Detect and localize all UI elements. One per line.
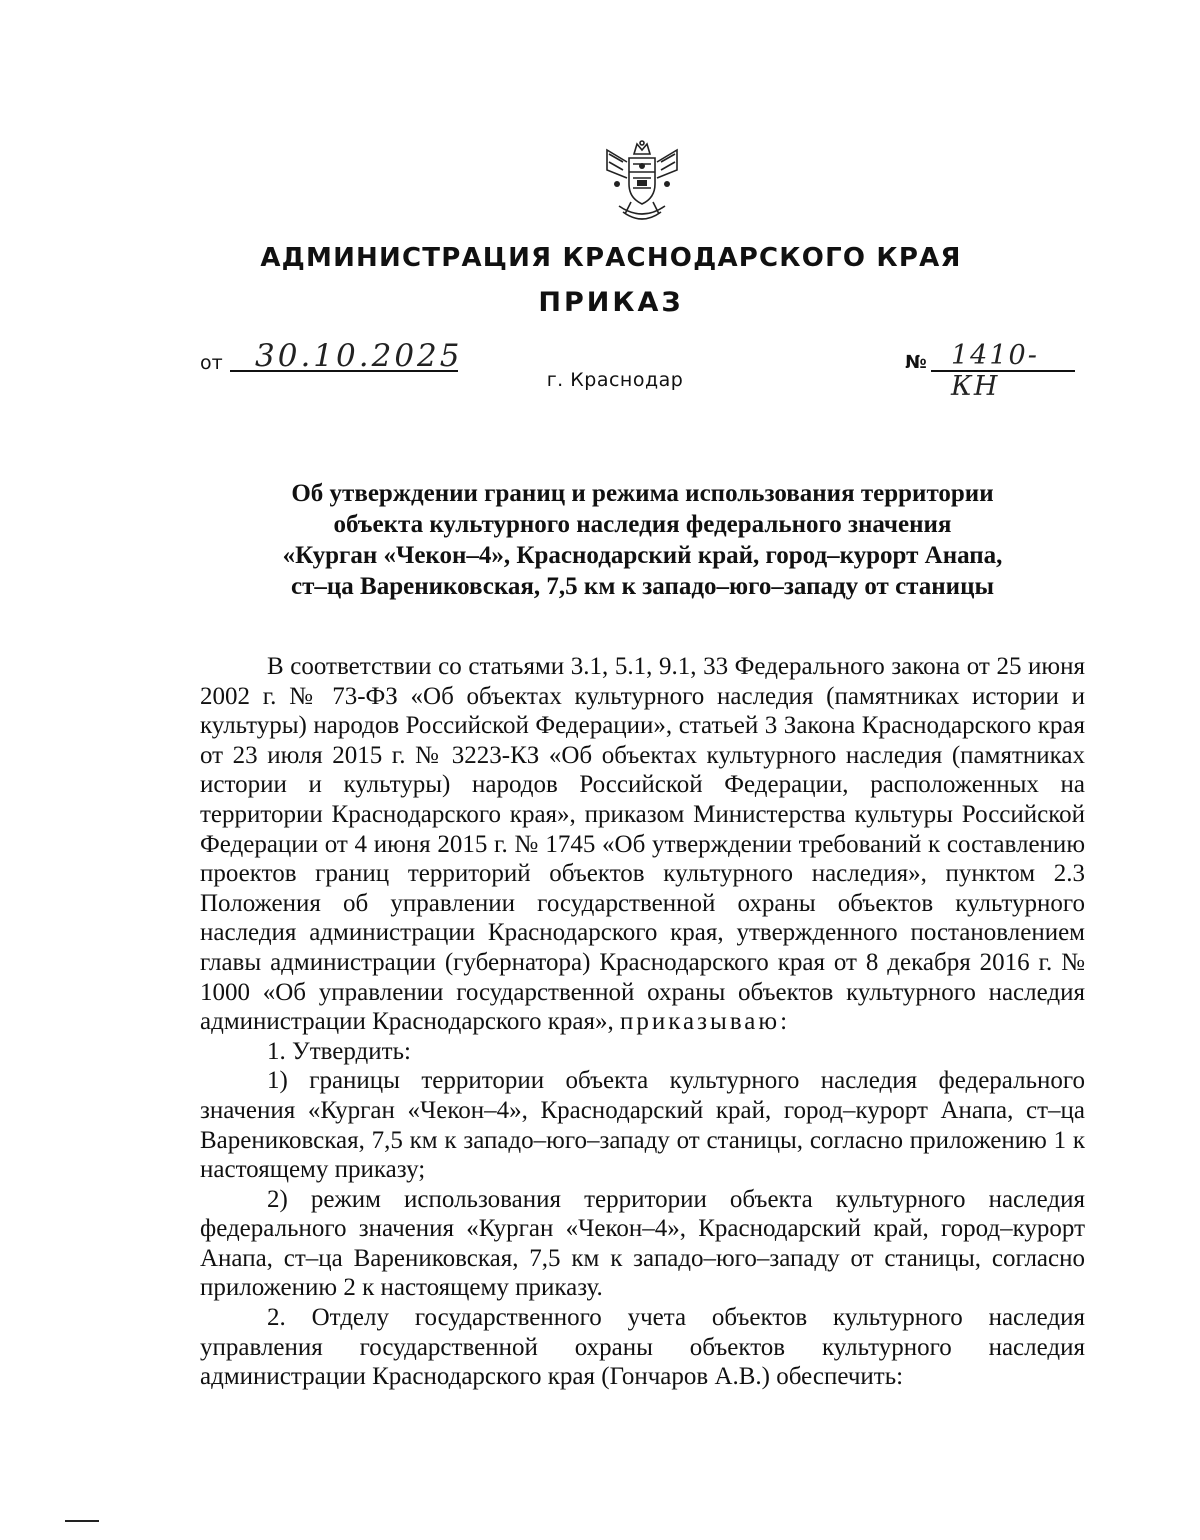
number-prefix: №: [905, 352, 927, 373]
order-word: приказываю:: [620, 1008, 791, 1036]
city-name: г. Краснодар: [546, 369, 684, 391]
order-body: [200, 652, 1085, 1392]
item-1: 1. Утвердить:: [267, 1037, 411, 1065]
preamble-text: В соответствии со статьями 3.1, 5.1, 9.1, 33 Федерального закона от 25 июня 2002 г. № 73-ФЗ «Об объектах культурного наследия (памятниках истории и культуры) народов Российской Федерации», статьей 3 Закона Краснодарского края от 23 июля 2015 г. № 3223-КЗ «Об объектах культурного наследия (памятниках истории и культуры) народов Российской Федерации, расположенных на территории Краснодарского края», приказом Министерства культуры Российской Федерации от 4 июня 2015 г. № 1745 «Об утверждении требований к составлению проектов границ территорий объектов культурного наследия», пунктом 2.3 Положения об управлении государственной охраны объектов культурного наследия администрации Краснодарского края, утвержденного постановлением главы администрации (губернатора) Краснодарского края от 8 декабря 2016 г. № 1000 «Об управлении государственной охраны объектов культурного наследия администрации Краснодарского края»,: [200, 653, 1085, 1036]
order-subject: [200, 478, 1085, 602]
date-handwritten: 30.10.2025: [255, 338, 463, 374]
margin-mark: [65, 1520, 99, 1522]
number-handwritten: 1410-КН: [951, 340, 1039, 402]
item-1-2: 2) режим использования территории объекта культурного наследия федерального значения «Курган «Чекон–4», Краснодарский край, город–курорт Анапа, ст–ца Варениковская, 7,5 км к западо–юго–западу от станицы, согласно приложению 2 к настоящему приказу.: [200, 1185, 1085, 1302]
subject-line: Об утверждении границ и режима использования территории: [291, 480, 994, 507]
subject-line: «Курган «Чекон–4», Краснодарский край, город–курорт Анапа,: [282, 542, 1003, 569]
organization-title: АДМИНИСТРАЦИЯ КРАСНОДАРСКОГО КРАЯ: [260, 243, 962, 273]
item-1-1: 1) границы территории объекта культурного наследия федерального значения «Курган «Чекон–4», Краснодарский край, город–курорт Анапа, ст–ца Варениковская, 7,5 км к западо–юго–западу от станицы, согласно приложению 1 к настоящему приказу;: [200, 1067, 1085, 1184]
item-2: 2. Отделу государственного учета объектов культурного наследия управления государственной охраны объектов культурного наследия администрации Краснодарского края (Гончаров А.В.) обеспечить:: [200, 1304, 1085, 1391]
date-prefix: от: [200, 352, 223, 374]
preamble-paragraph: [200, 652, 1085, 1037]
subject-line: объекта культурного наследия федерального значения: [333, 511, 952, 538]
subject-line: ст–ца Варениковская, 7,5 км к западо–юго–западу от станицы: [291, 573, 994, 600]
document-type: ПРИКАЗ: [538, 287, 684, 318]
krasnodar-coat-of-arms-icon: [601, 140, 683, 226]
